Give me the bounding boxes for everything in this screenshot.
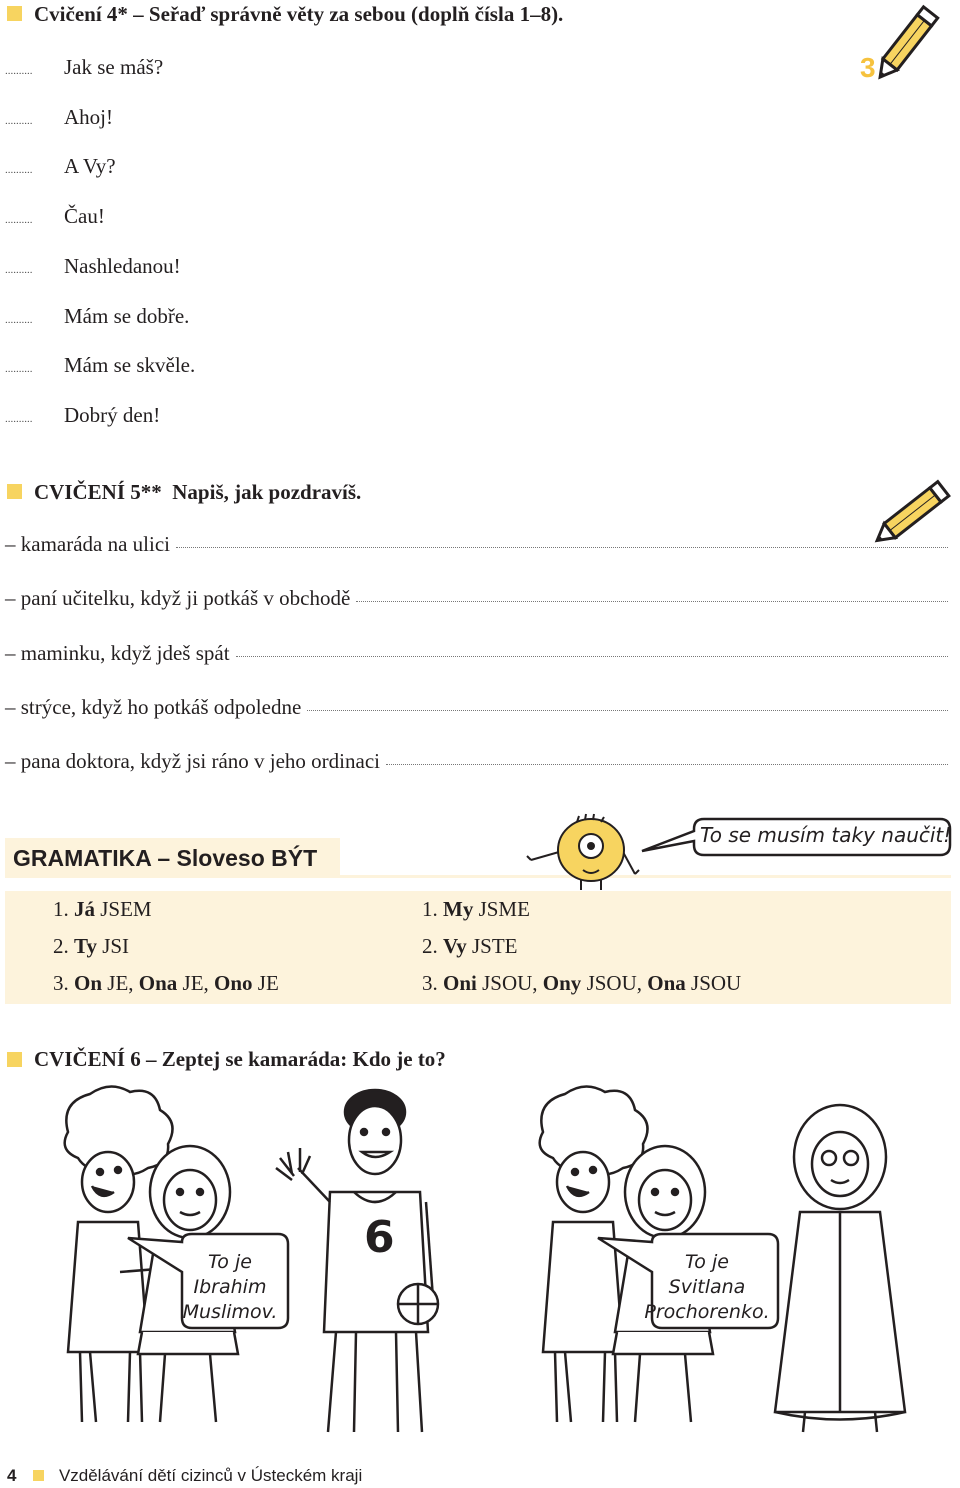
speech-line: Prochorenko. bbox=[644, 1301, 770, 1323]
sentence-text: Mám se skvěle. bbox=[64, 353, 196, 378]
sentence-item bbox=[5, 353, 195, 378]
verb-form: JE bbox=[252, 971, 279, 995]
conjugation-row bbox=[422, 934, 518, 959]
footer-text: Vzdělávání dětí cizinců v Ústeckém kraji bbox=[58, 1466, 363, 1485]
greeting-prompt bbox=[5, 695, 948, 720]
pronoun: My bbox=[443, 897, 474, 921]
row-number: 2. bbox=[53, 934, 74, 958]
grammar-table bbox=[5, 891, 951, 1004]
conjugation-row bbox=[422, 897, 530, 922]
sentence-item bbox=[5, 403, 160, 428]
mascot-illustration bbox=[525, 812, 645, 892]
conjugation-row bbox=[422, 971, 741, 996]
section-marker bbox=[7, 484, 22, 499]
greeting-prompt bbox=[5, 749, 948, 774]
speech-line: Svitlana bbox=[668, 1276, 746, 1298]
row-number: 1. bbox=[422, 897, 443, 921]
exercise-5-label: CVIČENÍ 5** bbox=[34, 480, 162, 504]
page-footer bbox=[7, 1466, 362, 1486]
sentence-text: Čau! bbox=[64, 204, 105, 229]
exercise-5-heading bbox=[34, 480, 361, 505]
pronoun: Oni bbox=[443, 971, 477, 995]
exercise-number: 3 bbox=[860, 52, 876, 83]
section-marker bbox=[7, 6, 22, 21]
pronoun: Ono bbox=[214, 971, 253, 995]
sentence-text: Nashledanou! bbox=[64, 253, 181, 278]
answer-line[interactable] bbox=[386, 763, 948, 765]
speech-bubble-right-text bbox=[642, 1250, 772, 1325]
verb-form: JSI bbox=[96, 934, 130, 958]
sentence-text: Jak se máš? bbox=[64, 55, 164, 79]
sentence-item bbox=[5, 55, 163, 80]
greeting-prompt-text: – strýce, když ho potkáš odpoledne bbox=[5, 694, 302, 719]
greeting-prompt bbox=[5, 641, 948, 666]
greeting-prompt-text: – paní učitelku, když ji potkáš v obchodě bbox=[5, 586, 351, 611]
sentence-text: Mám se dobře. bbox=[64, 303, 190, 328]
sentence-item bbox=[5, 304, 189, 329]
row-number: 1. bbox=[53, 897, 74, 921]
exercise-4-heading: Cvičení 4* – Seřaď správně věty za sebou (doplň čísla 1–8). bbox=[34, 2, 564, 26]
exercise-5-instruction: Napiš, jak pozdravíš. bbox=[172, 480, 362, 504]
speech-line: Muslimov. bbox=[182, 1301, 278, 1323]
answer-line[interactable] bbox=[236, 655, 948, 657]
speech-bubble-left-text bbox=[180, 1250, 280, 1325]
verb-form: JSTE bbox=[466, 934, 518, 958]
sentence-item bbox=[5, 204, 105, 229]
greeting-prompt bbox=[5, 586, 948, 611]
sentence-item bbox=[5, 254, 181, 279]
verb-form: JSME bbox=[473, 897, 530, 921]
greeting-prompt bbox=[5, 532, 948, 557]
speech-bubble-text: To se musím taky naučit! bbox=[700, 823, 952, 847]
pronoun: Vy bbox=[443, 934, 467, 958]
sentence-text: Dobrý den! bbox=[64, 402, 161, 427]
answer-blank[interactable]: .......... bbox=[5, 263, 33, 276]
row-number: 3. bbox=[53, 971, 74, 995]
greeting-prompt-text: – pana doktora, když jsi ráno v jeho ordinaci bbox=[5, 749, 380, 774]
pronoun: Já bbox=[74, 897, 95, 921]
verb-form: JSEM bbox=[95, 897, 152, 921]
pronoun: Ty bbox=[74, 934, 97, 958]
answer-blank[interactable]: .......... bbox=[5, 313, 33, 326]
conjugation-row bbox=[53, 971, 279, 996]
answer-line[interactable] bbox=[176, 546, 948, 548]
answer-blank[interactable]: .......... bbox=[5, 214, 33, 227]
verb-form: JSOU bbox=[685, 971, 742, 995]
pronoun: Ona bbox=[647, 971, 686, 995]
section-marker bbox=[7, 1052, 22, 1067]
grammar-rule bbox=[5, 875, 951, 878]
conjugation-row bbox=[53, 934, 129, 959]
jersey-number: 6 bbox=[364, 1212, 395, 1263]
answer-line[interactable] bbox=[356, 600, 948, 602]
pronoun: Ona bbox=[138, 971, 178, 995]
answer-blank[interactable]: .......... bbox=[5, 412, 33, 425]
row-number: 3. bbox=[422, 971, 443, 995]
pronoun: On bbox=[74, 971, 103, 995]
speech-line: To je bbox=[685, 1251, 729, 1273]
verb-form: JE, bbox=[102, 971, 139, 995]
greeting-prompt-text: – maminku, když jdeš spát bbox=[5, 640, 230, 665]
sentence-item bbox=[5, 105, 113, 130]
greeting-prompt-text: – kamaráda na ulici bbox=[5, 532, 171, 556]
footer-marker bbox=[33, 1470, 44, 1481]
pronoun: Ony bbox=[542, 971, 582, 995]
sentence-text: A Vy? bbox=[64, 154, 116, 179]
sentence-text: Ahoj! bbox=[64, 104, 113, 129]
grammar-title: GRAMATIKA – Sloveso BÝT bbox=[5, 838, 340, 875]
verb-form: JSOU, bbox=[476, 971, 543, 995]
verb-form: JE, bbox=[177, 971, 215, 995]
answer-blank[interactable]: .......... bbox=[5, 363, 33, 376]
answer-blank[interactable]: .......... bbox=[5, 114, 33, 127]
page-number: 4 bbox=[7, 1466, 17, 1485]
sentence-item bbox=[5, 154, 116, 179]
verb-form: JSOU, bbox=[581, 971, 648, 995]
answer-line[interactable] bbox=[307, 709, 948, 711]
speech-line: To je bbox=[208, 1251, 252, 1273]
row-number: 2. bbox=[422, 934, 443, 958]
answer-blank[interactable]: .......... bbox=[5, 164, 33, 177]
conjugation-row bbox=[53, 897, 152, 922]
exercise-6-heading: CVIČENÍ 6 – Zeptej se kamaráda: Kdo je to? bbox=[34, 1047, 446, 1071]
answer-blank[interactable]: .......... bbox=[5, 65, 33, 77]
speech-line: Ibrahim bbox=[193, 1276, 267, 1298]
